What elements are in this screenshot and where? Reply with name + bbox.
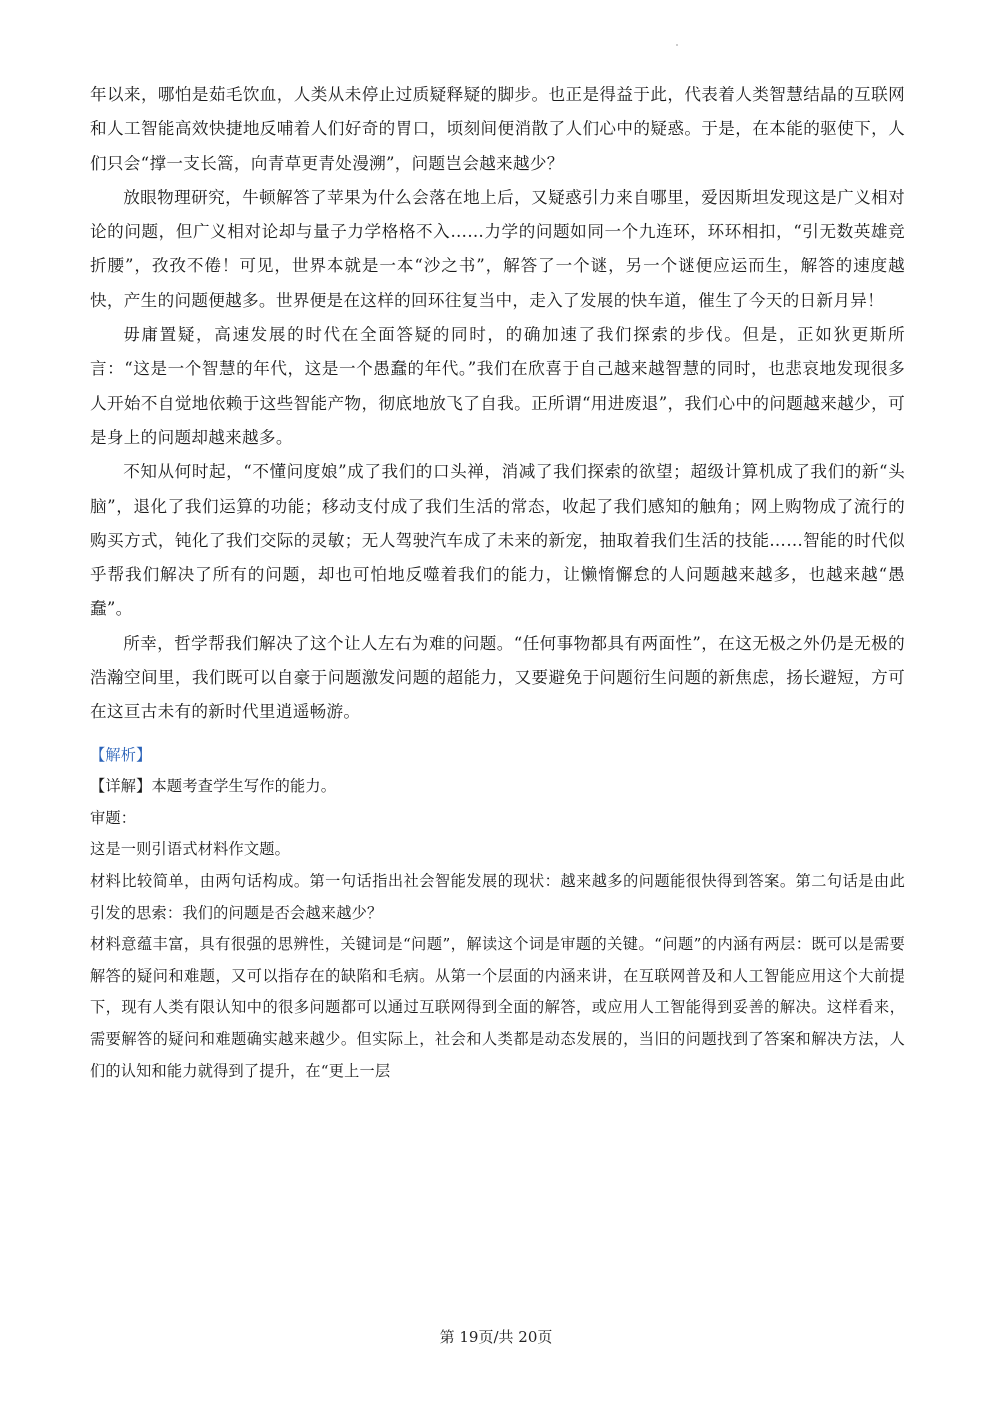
review-heading: 审题：	[90, 808, 137, 827]
page-number: 第 19页/共 20页	[439, 1328, 553, 1346]
essay-paragraph-2: 放眼物理研究，牛顿解答了苹果为什么会落在地上后，又疑惑引力来自哪里，爱因斯坦发现这是广义相对论的问题，但广义相对论却与量子力学格格不入……力学的问题如同一个九连环，环环相扣，“引无数英雄竞折腰”，孜孜不倦！可见，世界本就是一本“沙之书”，解答了一个谜，另一个谜便应运而生，解答的速度越快，产生的问题便越多。世界便是在这样的回环往复当中，走入了发展的快车道，催生了今天的日新月异！	[90, 187, 905, 310]
analysis-line-2: 材料比较简单，由两句话构成。第一句话指出社会智能发展的现状：越来越多的问题能很快得到答案。第二句话是由此引发的思索：我们的问题是否会越来越少？	[90, 872, 905, 922]
analysis-line-1: 这是一则引语式材料作文题。	[90, 840, 291, 859]
essay-paragraph-1: 年以来，哪怕是茹毛饮血，人类从未停止过质疑释疑的脚步。也正是得益于此，代表着人类智慧结晶的互联网和人工智能高效快捷地反哺着人们好奇的胃口，顷刻间便消散了人们心中的疑惑。于是，在本能的驱使下，人们只会“撑一支长篙，向青草更青处漫溯”，问题岂会越来越少？	[90, 85, 905, 173]
analysis-tag: 【解析】	[90, 745, 152, 764]
analysis-line-3: 材料意蕴丰富，具有很强的思辨性，关键词是“问题”，解读这个词是审题的关键。“问题”的内涵有两层：既可以是需要解答的疑问和难题，又可以指存在的缺陷和毛病。从第一个层面的内涵来讲，在互联网普及和人工智能应用这个大前提下，现有人类有限认知中的很多问题都可以通过互联网得到全面的解答，或应用人工智能得到妥善的解决。这样看来，需要解答的疑问和难题确实越来越少。但实际上，社会和人类都是动态发展的，当旧的问题找到了答案和解决方法，人们的认知和能力就得到了提升，在“更上一层	[90, 935, 905, 1080]
analysis-section	[90, 740, 905, 1088]
essay-paragraph-3: 毋庸置疑，高速发展的时代在全面答疑的同时，的确加速了我们探索的步伐。但是，正如狄更斯所言：“这是一个智慧的年代，这是一个愚蠢的年代。”我们在欣喜于自己越来越智慧的同时，也悲哀地发现很多人开始不自觉地依赖于这些智能产物，彻底地放飞了自我。正所谓“用进废退”，我们心中的问题越来越少，可是身上的问题却越来越多。	[90, 325, 905, 447]
essay-paragraph-4: 不知从何时起，“不懂问度娘”成了我们的口头禅，消减了我们探索的欲望；超级计算机成了我们的新“头脑”，退化了我们运算的功能；移动支付成了我们生活的常态，收起了我们感知的触角；网上购物成了流行的购买方式，钝化了我们交际的灵敏；无人驾驶汽车成了未来的新宠，抽取着我们生活的技能……智能的时代似乎帮我们解决了所有的问题，却也可怕地反噬着我们的能力，让懒惰懈怠的人问题越来越多，也越来越“愚蠢”。	[90, 462, 905, 619]
essay-body	[90, 78, 905, 730]
scan-dot	[676, 44, 678, 46]
document-page	[90, 78, 905, 1087]
essay-paragraph-5: 所幸，哲学帮我们解决了这个让人左右为难的问题。“任何事物都具有两面性”，在这无极之外仍是无极的浩瀚空间里，我们既可以自豪于问题激发问题的超能力，又要避免于问题衍生问题的新焦虑，扬长避短，方可在这亘古未有的新时代里逍遥畅游。	[90, 633, 905, 722]
analysis-detail: 【详解】本题考查学生写作的能力。	[90, 777, 337, 796]
